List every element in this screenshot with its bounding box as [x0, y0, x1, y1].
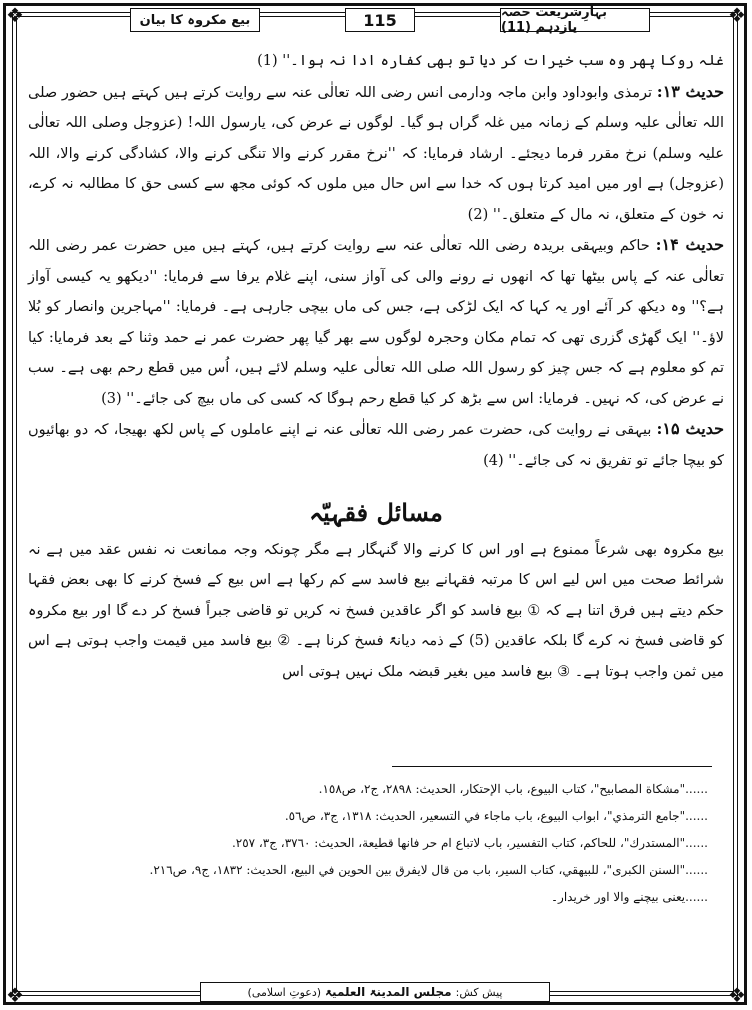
paragraph-text: غلہ روکا پھر وہ سب خیرات کر دیا تو بھی کفارہ ادا نہ ہوا۔'' (1)	[257, 53, 724, 69]
book-title: بہارِشریعت حصہ یازدہم (11)	[500, 8, 650, 32]
hadith-15	[28, 414, 724, 476]
publisher-suffix: (دعوتِ اسلامی)	[247, 985, 322, 999]
publisher-prefix: پیش کش:	[455, 985, 503, 999]
corner-ornament-icon: ❖	[728, 3, 746, 27]
hadith-text: ترمذی وابوداود وابن ماجہ ودارمی انس رضی اللہ تعالٰی عنہ سے روایت کرتے ہیں کہتے ہیں حضور صلی اللہ تعالٰی علیہ وسلم کے زمانہ میں غلہ گراں ہو گیا۔ لوگوں نے عرض کی، یارسول اللہ! (عزوجل وصلی اللہ تعالٰی علیہ وسلم) نرخ مقرر فرما دیجئے۔ ارشاد فرمایا: کہ ''نرخ مقرر کرنے والا تنگی کرنے والا، کشادگی کرنے والا، اللہ (عزوجل) ہے اور میں امید کرتا ہوں کہ خدا سے اس حال میں ملوں کہ کوئی مجھ سے کسی حق کا مطالبہ نہ کرے، نہ خون کے متعلق، نہ مال کے متعلق۔'' (2)	[28, 84, 724, 223]
hadith-text: بیہقی نے روایت کی، حضرت عمر رضی اللہ تعالٰی عنہ نے اپنے عاملوں کے پاس لکھ بھیجا، کہ دو بھائیوں کو بیچا جائے تو تفریق نہ کی جائے۔'' (4)	[28, 422, 724, 469]
section-title: مسائل فقہیّہ	[309, 498, 443, 527]
masail-paragraph: بیع مکروہ بھی شرعاً ممنوع ہے اور اس کا کرنے والا گنہگار ہے مگر چونکہ وجہ ممانعت نہ نفس عقد میں ہے نہ شرائط صحت میں اس لیے اس کا مرتبہ فقہانے بیع فاسد سے کم رکھا ہے اس بیع کے فسخ کرنے کا بھی بعض فقہا حکم دیتے ہیں فرق اتنا ہے کہ ① بیع فاسد کو اگر عاقدین فسخ نہ کریں تو قاضی جبراً فسخ کر دے گا اور بیع مکروہ کو قاضی فسخ نہ کرے گا بلکہ عاقدین (5) کے ذمہ دیانۃً فسخ کرنا ہے۔ ② بیع فاسد میں قیمت واجب ہوتی ہے اس میں ثمن واجب ہوتا ہے۔ ③ بیع فاسد میں بغیر قبضہ ملک نہیں ہوتی اس	[28, 541, 724, 680]
hadith-14	[28, 230, 724, 414]
footnotes	[28, 776, 708, 911]
paragraph	[28, 46, 724, 77]
page-header	[130, 5, 652, 35]
footnote: ......"المستدرك"، للحاكم، كتاب التفسير، باب لاتباع ام حر فانها قطيعة، الحديث: ٣٧٦٠، ج٣، ٢٥٧.	[231, 836, 708, 850]
hadith-13	[28, 77, 724, 231]
corner-ornament-icon: ❖	[6, 3, 24, 27]
page-number: 115	[345, 8, 415, 32]
corner-ornament-icon: ❖	[6, 983, 24, 1007]
footnote: ......"جامع الترمذي"، ابواب البيوع، باب ماجاء في التسعير، الحديث: ١٣١٨، ج٣، ص٥٦.	[284, 809, 708, 823]
footnote: ......یعنی بیچنے والا اور خریدار۔	[551, 890, 708, 904]
footnote-divider	[392, 766, 712, 767]
chapter-title: بیع مکروہ کا بیان	[130, 8, 260, 32]
publisher-bar	[200, 982, 550, 1002]
publisher-name: مجلس المدینۃ العلمیۃ	[325, 985, 452, 999]
footnote: ......"السنن الكبرى"، للبيهقي، كتاب السير، باب من قال لايفرق بين الحوين في البيع، الحديث: ١٨٣٢، ج٩، ص٢١٦.	[149, 863, 708, 877]
hadith-text: حاکم وبیہقی بریدہ رضی اللہ تعالٰی عنہ سے روایت کرتے ہیں، کہتے ہیں میں حضرت عمر رضی اللہ تعالٰی عنہ کے پاس بیٹھا تھا کہ انھوں نے رونے والی کی آواز سنی، اپنے غلام یرفا سے فرمایا: ''دیکھو یہ کیسی آواز ہے؟'' وہ دیکھ کر آئے اور یہ کہا کہ ایک لڑکی ہے، جس کی ماں بیچی جارہی ہے۔ فرمایا: ''مہاجرین وانصار کو بُلا لاؤ۔'' ایک گھڑی گزری تھی کہ تمام مکان وحجرہ لوگوں سے بھر گیا پھر حضرت عمر نے حمد وثنا کے بعد فرمایا: کیا تم کو معلوم ہے کہ جس چیز کو رسول اللہ صلی اللہ تعالٰی علیہ وسلم لائے ہیں، اُس میں قطع رحم بھی ہے۔ سب نے عرض کی، کہ نہیں۔ فرمایا: اس سے بڑھ کر کیا قطع رحم ہوگا کہ کسی کی ماں بیچ کی جائے۔'' (3)	[28, 238, 724, 407]
hadith-label: حدیث ۱۴:	[655, 235, 724, 254]
page-body	[28, 46, 724, 687]
corner-ornament-icon: ❖	[728, 983, 746, 1007]
hadith-label: حدیث ۱۳:	[656, 81, 724, 101]
footnote: ......"مشكاة المصابيح"، كتاب البيوع، باب الإحتكار، الحديث: ٢٨٩٨، ج٢، ص١٥٨.	[318, 782, 708, 796]
hadith-label: حدیث ۱۵:	[656, 419, 724, 438]
